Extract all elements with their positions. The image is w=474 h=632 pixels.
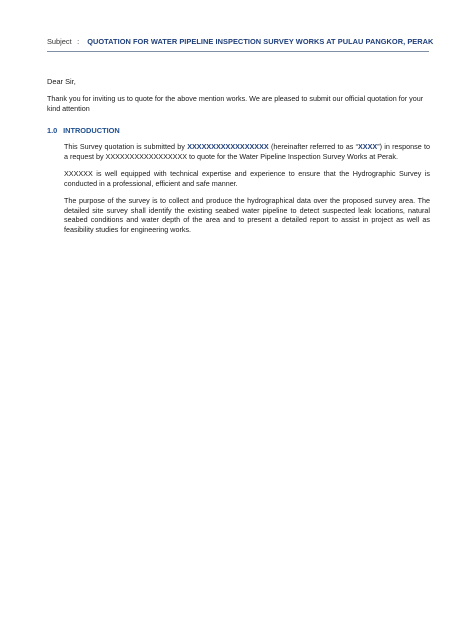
paragraph-capability: XXXXXX is well equipped with technical expertise and experience to ensure that the Hydrographic Survey is conducted in a professional, efficient and safe manner. <box>64 169 430 188</box>
salutation: Dear Sir, <box>47 77 76 86</box>
subject-line <box>47 37 434 52</box>
subject-text: QUOTATION FOR WATER PIPELINE INSPECTION SURVEY WORKS AT PULAU PANGKOR, PERAK <box>87 37 434 46</box>
section-title: INTRODUCTION <box>63 126 120 135</box>
paragraph-purpose: The purpose of the survey is to collect and produce the hydrographical data over the proposed survey area. The detailed site survey shall identify the existing seabed water pipeline to detect suspected leak locations, natural seabed conditions and water depth of the area and to present a detailed report to assist in project as well as feasibility studies for engineering works. <box>64 196 430 234</box>
company-alias: XXXX <box>358 142 378 151</box>
section-number: 1.0 <box>47 126 58 135</box>
company-name: XXXXXXXXXXXXXXXXX <box>187 142 269 151</box>
paragraph-submission <box>64 142 430 161</box>
intro-paragraph: Thank you for inviting us to quote for the above mention works. We are pleased to submit our official quotation for your kind attention <box>47 94 424 113</box>
paragraph-submission-text-b: (hereinafter referred to as “ <box>268 142 359 151</box>
section-heading <box>47 126 120 135</box>
subject-colon: : <box>77 37 80 46</box>
paragraph-submission-text-a: This Survey quotation is submitted by <box>64 142 188 151</box>
subject-label: Subject <box>47 37 72 46</box>
paragraph-submission-text-c: ”) in response to a request by XXXXXXXXXXXXXXXXX to quote for the Water Pipeline Inspection Survey Works at Perak. <box>64 142 431 161</box>
